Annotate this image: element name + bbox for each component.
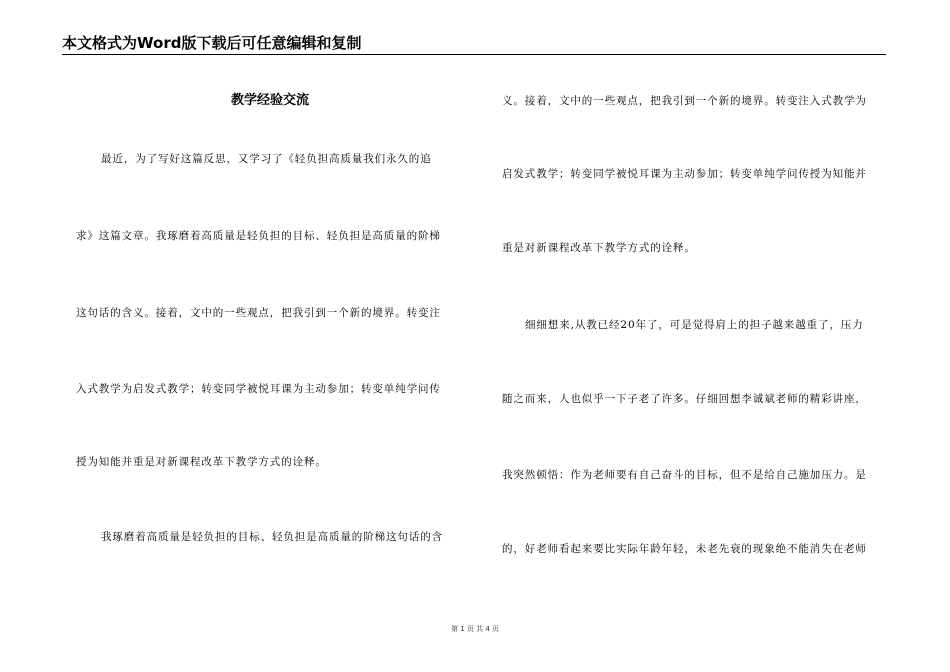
- paragraph-line: 授为知能并重是对新课程改革下教学方式的诠释。: [76, 456, 327, 468]
- paragraph-line: 我突然顿悟：作为老师要有自己奋斗的目标，但不是给自己施加压力。是: [502, 469, 867, 481]
- paragraph-line: 的，好老师看起来要比实际年龄年轻，未老先衰的现象绝不能消失在老师: [502, 543, 867, 555]
- page-number: 第 1 页 共 4 页: [450, 625, 500, 633]
- paragraph-line: 义。接着，文中的一些观点，把我引到一个新的境界。转变注入式教学为: [502, 95, 867, 107]
- paragraph-line: 启发式教学；转变同学被悦耳课为主动参加；转变单纯学问传授为知能并: [502, 168, 867, 180]
- banner-divider: [62, 54, 886, 55]
- download-banner: 本文格式为Word版下载后可任意编辑和复制: [62, 34, 362, 52]
- document-title: 教学经验交流: [230, 93, 309, 108]
- paragraph-line: 随之而来，人也似乎一下子老了许多。仔细回想李诚斌老师的精彩讲座，: [502, 393, 867, 405]
- paragraph-line: 重是对新课程改革下教学方式的诠释。: [502, 242, 696, 254]
- paragraph-line: 求》这篇文章。我琢磨着高质量是轻负担的目标、轻负担是高质量的阶梯: [76, 230, 441, 242]
- paragraph-line: 最近，为了写好这篇反思，又学习了《轻负担高质量我们永久的追: [101, 153, 432, 165]
- paragraph-line: 细细想来,从教已经20年了，可是觉得肩上的担子越来越重了，压力: [525, 319, 864, 331]
- paragraph-line: 入式教学为启发式教学；转变同学被悦耳课为主动参加；转变单纯学问传: [76, 383, 441, 395]
- paragraph-line: 我琢磨着高质量是轻负担的目标、轻负担是高质量的阶梯这句话的含: [101, 531, 443, 543]
- paragraph-line: 这句话的含义。接着，文中的一些观点，把我引到一个新的境界。转变注: [76, 307, 441, 319]
